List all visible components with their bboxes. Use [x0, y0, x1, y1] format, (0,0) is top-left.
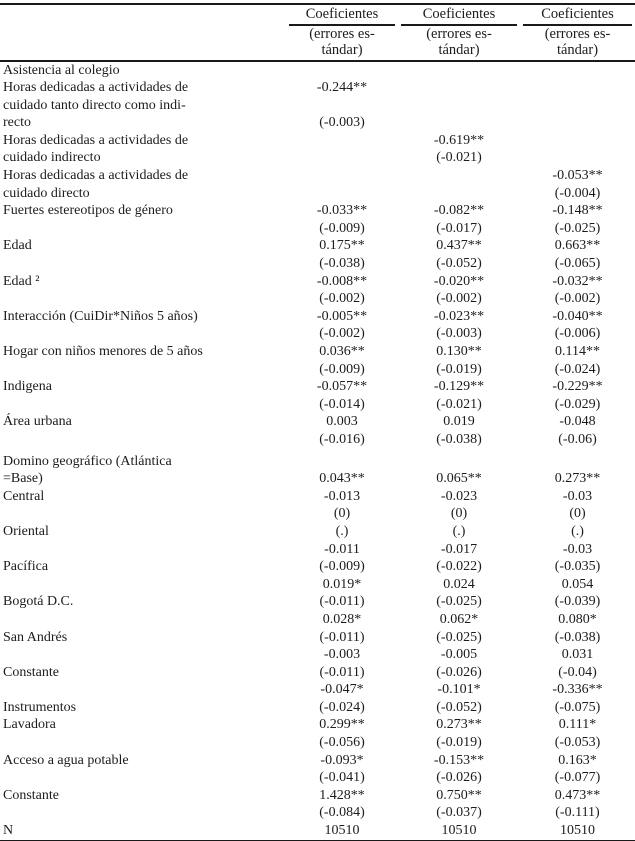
row-label — [0, 505, 286, 523]
coef-cell-col3: -0.03 — [562, 541, 593, 557]
coef-cell-col2 — [398, 185, 520, 203]
coef-cell-col3: (-0.04) — [558, 664, 597, 680]
coef-cell-col3: -0.040** — [552, 308, 603, 324]
coef-cell-col2: -0.101* — [437, 682, 481, 698]
row-label: Constante — [3, 664, 59, 680]
coef-cell-col2: -0.129** — [433, 379, 485, 395]
row-label — [0, 325, 286, 343]
row-label: Horas dedicadas a actividades de — [3, 80, 189, 96]
coef-cell-col2: 0.130** — [436, 344, 482, 359]
table-row — [0, 646, 635, 664]
coef-cell-col3: 0.473** — [554, 787, 601, 803]
row-label — [0, 611, 286, 629]
coef-cell-col1: (-0.009) — [319, 220, 365, 236]
header-col-2-sub2: tándar) — [438, 42, 480, 58]
coef-cell-col3: (-0.111) — [555, 805, 600, 821]
table-row — [0, 611, 635, 629]
coef-cell-col1: (-0.002) — [319, 291, 365, 307]
coef-cell-col3: -0.229** — [552, 379, 603, 395]
coef-cell-col2: -0.020** — [433, 273, 485, 289]
coef-cell-col1: -0.093* — [320, 752, 364, 768]
coef-cell-col1: -0.008** — [316, 273, 368, 289]
coef-cell-col3: 0.663** — [554, 238, 601, 254]
coef-cell-col2 — [398, 62, 520, 80]
row-label: Horas dedicadas a actividades de — [3, 132, 189, 148]
coef-cell-col3: 0.273** — [554, 471, 601, 487]
coef-cell-col3: -0.053** — [552, 168, 603, 184]
row-label: cuidado tanto directo como indi- — [3, 97, 186, 113]
row-label: Hogar con niños menores de 5 años — [3, 344, 203, 359]
coef-cell-col1: 0.036** — [319, 344, 365, 359]
row-label — [0, 290, 286, 308]
table-row — [0, 220, 635, 238]
row-label: Interacción (CuiDir*Niños 5 años) — [3, 308, 198, 324]
header-col-3-sub1: (errores es- — [544, 25, 611, 42]
coef-cell-col1 — [286, 97, 398, 115]
table-row — [0, 629, 635, 647]
coef-cell-col1: 0.003 — [326, 414, 358, 430]
row-label: Acceso a agua potable — [3, 752, 129, 768]
table-header — [0, 5, 635, 59]
coef-cell-col2: (-0.002) — [436, 291, 482, 307]
coef-cell-col2: (-0.021) — [436, 396, 482, 412]
coef-cell-col2: -0.023 — [440, 488, 478, 504]
coef-cell-col3 — [520, 114, 635, 132]
coef-cell-col1: (.) — [335, 523, 349, 539]
row-label: Central — [3, 488, 45, 504]
table-row — [0, 576, 635, 594]
coef-cell-col2: (-0.019) — [436, 361, 482, 377]
table-row — [0, 132, 635, 150]
header-col-1-sub1: (errores es- — [309, 25, 375, 42]
row-label — [0, 361, 286, 379]
table-row — [0, 255, 635, 273]
row-label — [0, 646, 286, 664]
coef-cell-col2: -0.023** — [433, 308, 485, 324]
coef-cell-col3 — [520, 79, 635, 97]
coef-cell-col3: -0.032** — [552, 273, 603, 289]
coef-cell-col1: 1.428** — [319, 787, 365, 803]
coef-cell-col2: -0.017 — [440, 541, 478, 557]
row-label — [0, 541, 286, 559]
row-label: Indigena — [3, 379, 52, 395]
table-row — [0, 716, 635, 734]
coef-cell-col3: (-0.025) — [554, 220, 601, 236]
table-row — [0, 699, 635, 717]
coef-cell-col2: (-0.052) — [436, 256, 482, 272]
coef-cell-col1: (-0.084) — [319, 805, 365, 821]
table-row — [0, 681, 635, 699]
coef-cell-col3: (.) — [571, 523, 584, 539]
coef-cell-col3: (-0.004) — [554, 185, 601, 201]
coef-cell-col1: (-0.009) — [319, 559, 365, 575]
coef-cell-col1: -0.033** — [316, 203, 368, 219]
coef-cell-col1: 0.175** — [319, 238, 365, 254]
coef-cell-col1: -0.003 — [323, 647, 361, 663]
coef-cell-col1: (-0.016) — [319, 431, 365, 447]
coef-cell-col2: 0.024 — [443, 576, 475, 592]
coef-cell-col1: -0.005** — [316, 308, 368, 324]
coef-cell-col1: 0.028* — [322, 611, 362, 627]
row-label: cuidado directo — [3, 185, 90, 201]
coef-cell-col1: 0.019* — [322, 576, 362, 592]
table-row — [0, 664, 635, 682]
coef-cell-col3: 0.080* — [558, 611, 597, 627]
table-row — [0, 97, 635, 115]
header-col-1-title: Coeficientes — [305, 6, 379, 22]
row-label: cuidado indirecto — [3, 150, 101, 166]
coef-cell-col2: 0.273** — [436, 717, 482, 733]
coef-cell-col1: (-0.041) — [319, 770, 365, 786]
table-row — [0, 79, 635, 97]
header-col-1 — [286, 5, 398, 59]
coef-cell-col2: 0.019 — [443, 414, 475, 430]
coef-cell-col3: (-0.024) — [554, 361, 601, 377]
coef-cell-col3: 0.054 — [561, 576, 594, 592]
row-label — [0, 220, 286, 238]
coef-cell-col1: -0.057** — [316, 379, 368, 395]
row-label: recto — [3, 115, 31, 131]
coef-cell-col1: 0.043** — [319, 471, 365, 487]
coef-cell-col2: (-0.021) — [436, 150, 482, 166]
table-row — [0, 488, 635, 506]
coef-cell-col2: (-0.038) — [436, 431, 482, 447]
header-col-3-title: Coeficientes — [541, 6, 614, 22]
coef-cell-col2: 10510 — [441, 823, 477, 839]
table-row — [0, 185, 635, 203]
coef-cell-col2 — [398, 167, 520, 185]
coef-cell-col2: (-0.026) — [436, 770, 482, 786]
coef-cell-col1: -0.047* — [320, 682, 364, 698]
row-label: Pacífica — [3, 559, 49, 575]
table-row — [0, 308, 635, 326]
table-row — [0, 62, 635, 80]
coef-cell-col1: 10510 — [324, 823, 360, 839]
table-row — [0, 167, 635, 185]
coef-cell-col2: (-0.019) — [436, 735, 482, 751]
coef-cell-col3: (-0.029) — [554, 396, 601, 412]
coef-cell-col3: (-0.053) — [554, 735, 601, 751]
coef-cell-col3: (-0.075) — [554, 699, 601, 715]
header-col-1-sub2: tándar) — [321, 42, 363, 58]
coef-cell-col1: -0.013 — [323, 488, 361, 504]
row-label: Instrumentos — [3, 699, 77, 715]
coef-cell-col1: (-0.011) — [319, 629, 365, 645]
row-label — [0, 734, 286, 752]
table-row — [0, 804, 635, 822]
table-row — [0, 378, 635, 396]
row-label: =Base) — [3, 471, 43, 487]
row-label — [0, 576, 286, 594]
coef-cell-col3: (0) — [569, 506, 586, 522]
coef-cell-col2: (-0.026) — [436, 664, 482, 680]
coef-cell-col2: (-0.037) — [436, 805, 482, 821]
table-row — [0, 202, 635, 220]
coef-cell-col1: (-0.003) — [319, 115, 365, 131]
coef-cell-col3 — [520, 62, 635, 80]
table-row — [0, 593, 635, 611]
coef-cell-col1 — [286, 62, 398, 80]
header-col-2-title: Coeficientes — [422, 6, 496, 22]
coef-cell-col2: (.) — [452, 523, 466, 539]
row-label — [0, 769, 286, 787]
coef-cell-col1: -0.011 — [324, 541, 360, 557]
table-row — [0, 237, 635, 255]
table-row — [0, 431, 635, 449]
coef-cell-col3 — [520, 132, 635, 150]
table-row — [0, 558, 635, 576]
coef-cell-col1: (-0.014) — [319, 396, 365, 412]
row-label: Horas dedicadas a actividades de — [3, 168, 189, 184]
row-label: Oriental — [3, 523, 49, 539]
table-body — [0, 62, 635, 840]
coef-cell-col3 — [520, 149, 635, 167]
coef-cell-col3: (-0.065) — [554, 256, 601, 272]
coef-cell-col1: (-0.056) — [319, 735, 365, 751]
coef-cell-col1: (-0.011) — [319, 594, 365, 610]
coef-cell-col3: -0.03 — [562, 488, 593, 504]
coef-cell-col1: (0) — [333, 506, 351, 522]
coef-cell-col3: (-0.06) — [558, 431, 597, 447]
row-label: Asistencia al colegio — [3, 62, 120, 78]
table-row — [0, 273, 635, 291]
coef-cell-col3: 0.111* — [558, 717, 597, 733]
table-row — [0, 325, 635, 343]
coef-cell-col2: 0.062* — [439, 611, 479, 627]
coef-cell-col3: 10510 — [560, 823, 595, 839]
coef-cell-col2: (-0.003) — [436, 326, 482, 342]
coef-cell-col2 — [398, 79, 520, 97]
coef-cell-col2: -0.619** — [433, 132, 485, 148]
table-row — [0, 787, 635, 805]
coef-cell-col2: (0) — [450, 506, 468, 522]
header-col-2 — [398, 5, 520, 59]
coef-cell-col3: 0.114** — [555, 344, 600, 359]
coef-cell-col3: (-0.006) — [554, 326, 601, 342]
coef-cell-col2: 0.437** — [436, 238, 482, 254]
header-col-3 — [520, 5, 635, 59]
row-label: Domino geográfico (Atlántica — [3, 453, 172, 469]
row-label — [0, 396, 286, 414]
coef-cell-col3: -0.148** — [552, 203, 603, 219]
header-col-3-sub2: tándar) — [556, 42, 599, 58]
coef-cell-col1 — [286, 132, 398, 150]
table-row — [0, 361, 635, 379]
coef-cell-col1: 0.299** — [319, 717, 365, 733]
coef-cell-col3: (-0.002) — [554, 291, 601, 307]
coef-cell-col2: (-0.025) — [436, 629, 482, 645]
table-row — [0, 343, 635, 361]
row-label — [0, 431, 286, 449]
row-label — [0, 681, 286, 699]
row-label: Área urbana — [3, 414, 72, 430]
table-row — [0, 752, 635, 770]
row-label: Edad — [3, 238, 32, 254]
table-row — [0, 822, 635, 840]
row-label — [0, 804, 286, 822]
header-col-2-sub1: (errores es- — [426, 25, 492, 42]
coef-cell-col1: (-0.024) — [319, 699, 365, 715]
coef-cell-col2: -0.153** — [433, 752, 485, 768]
coef-cell-col2 — [398, 114, 520, 132]
coef-cell-col3 — [520, 453, 635, 471]
coef-cell-col1: (-0.002) — [319, 326, 365, 342]
coef-cell-col2 — [398, 97, 520, 115]
coef-cell-col1 — [286, 149, 398, 167]
table-row — [0, 541, 635, 559]
row-label: San Andrés — [3, 629, 68, 645]
row-label: Bogotá D.C. — [3, 594, 74, 610]
row-label: Edad ² — [3, 273, 40, 289]
table-row — [0, 396, 635, 414]
header-label-spacer — [0, 5, 286, 59]
coef-cell-col3 — [520, 97, 635, 115]
table-row — [0, 505, 635, 523]
coef-cell-col1: -0.244** — [316, 80, 368, 96]
table-row — [0, 290, 635, 308]
table-row — [0, 734, 635, 752]
table-row — [0, 453, 635, 471]
coef-cell-col2: (-0.022) — [436, 559, 482, 575]
table-row — [0, 114, 635, 132]
coef-cell-col2 — [398, 453, 520, 471]
row-label: Fuertes estereotipos de género — [3, 203, 173, 219]
coef-cell-col3: 0.163* — [558, 752, 597, 768]
coef-cell-col3: (-0.035) — [554, 559, 601, 575]
row-label — [0, 255, 286, 273]
coef-cell-col1 — [286, 185, 398, 203]
coef-cell-col2: (-0.017) — [436, 220, 482, 236]
table-row — [0, 523, 635, 541]
coef-cell-col3: -0.336** — [552, 682, 603, 698]
table-row — [0, 769, 635, 787]
row-label: N — [3, 823, 14, 839]
coef-cell-col1: (-0.011) — [319, 664, 365, 680]
coef-cell-col2: 0.065** — [436, 471, 482, 487]
coef-cell-col1 — [286, 453, 398, 471]
row-label: Lavadora — [3, 717, 56, 733]
coef-cell-col3: -0.048 — [559, 414, 596, 430]
row-label: Constante — [3, 787, 59, 803]
table-row — [0, 149, 635, 167]
coef-cell-col3: (-0.077) — [554, 770, 601, 786]
coef-cell-col3: 0.031 — [561, 647, 594, 663]
table-row — [0, 470, 635, 488]
coef-cell-col2: (-0.025) — [436, 594, 482, 610]
table-row — [0, 413, 635, 431]
coef-cell-col1: (-0.038) — [319, 256, 365, 272]
coef-cell-col1 — [286, 167, 398, 185]
coef-cell-col2: 0.750** — [436, 787, 482, 803]
coef-cell-col3: (-0.039) — [554, 594, 601, 610]
coef-cell-col2: -0.005 — [440, 647, 478, 663]
coef-cell-col2: (-0.052) — [436, 699, 482, 715]
coef-cell-col1: (-0.009) — [319, 361, 365, 377]
coef-cell-col3: (-0.038) — [554, 629, 601, 645]
coef-cell-col2: -0.082** — [433, 203, 485, 219]
